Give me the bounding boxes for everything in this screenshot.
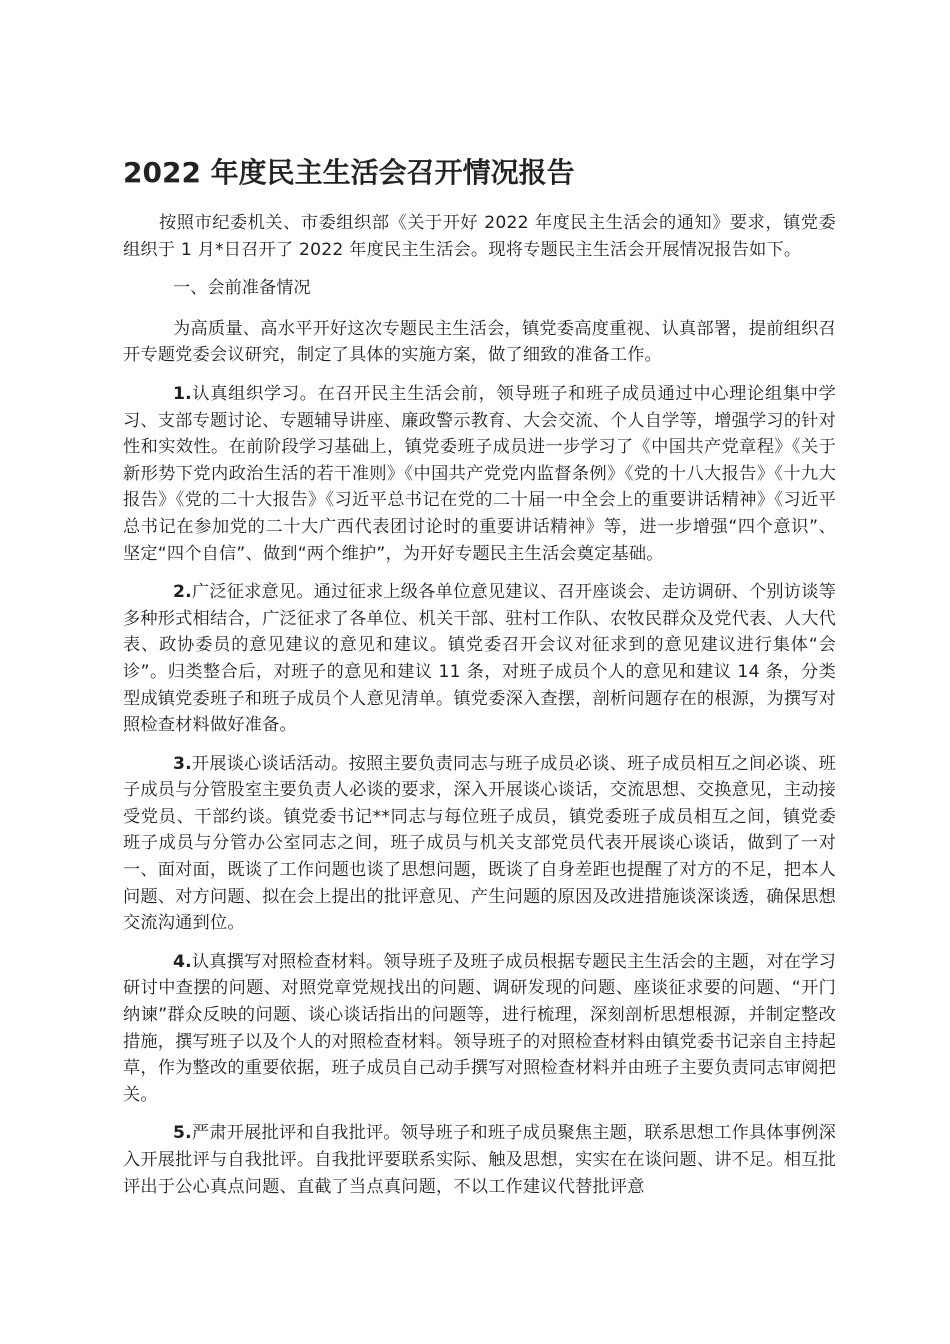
item-number: 3.	[173, 753, 192, 774]
item-number: 4.	[173, 951, 192, 972]
numbered-paragraph	[123, 751, 836, 937]
item-number: 2.	[173, 582, 192, 603]
section-heading: 一、会前准备情况	[173, 278, 311, 299]
item-text: 严肃开展批评和自我批评。领导班子和班子成员聚焦主题，联系思想工作具体事例深入开展批评与自我批评。自我批评要联系实际、触及思想，实实在在谈问题、讲不足。相互批评出于公心真点问题、直截了当点真问题，不以工作建议代替批评意	[123, 1123, 836, 1197]
item-number: 1.	[173, 383, 192, 404]
numbered-paragraph	[123, 949, 836, 1109]
document-body	[123, 152, 836, 1212]
intro-paragraph: 按照市纪委机关、市委组织部《关于开好 2022 年度民主生活会的通知》要求，镇党委组织于 1 月*日召开了 2022 年度民主生活会。现将专题民主生活会开展情况报告如下。	[123, 213, 836, 260]
item-text: 认真组织学习。在召开民主生活会前，领导班子和班子成员通过中心理论组集中学习、支部专题讨论、专题辅导讲座、廉政警示教育、大会交流、个人自学等，增强学习的针对性和实效性。在前阶段学习基础上，镇党委班子成员进一步学习了《中国共产党章程》《关于新形势下党内政治生活的若干准则》《中国共产党党内监督条例》《党的十八大报告》《十九大报告》《党的二十大报告》《习近平总书记在党的二十届一中全会上的重要讲话精神》《习近平总书记在参加党的二十大广西代表团讨论时的重要讲话精神》等，进一步增强“四个意识”、坚定“四个自信”、做到“两个维护”，为开好专题民主生活会奠定基础。	[123, 383, 836, 564]
section-lead-paragraph: 为高质量、高水平开好这次专题民主生活会，镇党委高度重视、认真部署，提前组织召开专题党委会议研究，制定了具体的实施方案，做了细致的准备工作。	[123, 318, 836, 366]
document-title: 2022 年度民主生活会召开情况报告	[123, 156, 575, 189]
item-number: 5.	[173, 1123, 192, 1144]
item-text: 开展谈心谈话活动。按照主要负责同志与班子成员必谈、班子成员相互之间必谈、班子成员与分管股室主要负责人必谈的要求，深入开展谈心谈话，交流思想、交换意见，主动接受党员、干部约谈。镇党委书记**同志与每位班子成员，镇党委班子成员相互之间，镇党委班子成员与分管办公室同志之间，班子成员与机关支部党员代表开展谈心谈话，做到了一对一、面对面，既谈了工作问题也谈了思想问题，既谈了自身差距也提醒了对方的不足，把本人问题、对方问题、拟在会上提出的批评意见、产生问题的原因及改进措施谈深谈透，确保思想交流沟通到位。	[123, 753, 836, 934]
item-text: 认真撰写对照检查材料。领导班子及班子成员根据专题民主生活会的主题，对在学习研讨中查摆的问题、对照党章党规找出的问题、调研发现的问题、座谈征求要的问题、“开门纳谏”群众反映的问题、谈心谈话指出的问题等，进行梳理，深刻剖析思想根源，并制定整改措施，撰写班子以及个人的对照检查材料。领导班子的对照检查材料由镇党委书记亲自主持起草，作为整改的重要依据，班子成员自己动手撰写对照检查材料并由班子主要负责同志审阅把关。	[123, 951, 836, 1105]
numbered-paragraph	[123, 381, 836, 567]
numbered-paragraph	[123, 579, 836, 739]
item-text: 广泛征求意见。通过征求上级各单位意见建议、召开座谈会、走访调研、个别访谈等多种形式相结合，广泛征求了各单位、机关干部、驻村工作队、农牧民群众及党代表、人大代表、政协委员的意见建议的意见和建议。镇党委召开会议对征求到的意见建议进行集体“会诊”。归类整合后，对班子的意见和建议 11 条，对班子成员个人的意见和建议 14 条，分类型成镇党委班子和班子成员个人意见清单。镇党委深入查摆，剖析问题存在的根源，为撰写对照检查材料做好准备。	[123, 582, 836, 736]
numbered-paragraph	[123, 1120, 836, 1200]
